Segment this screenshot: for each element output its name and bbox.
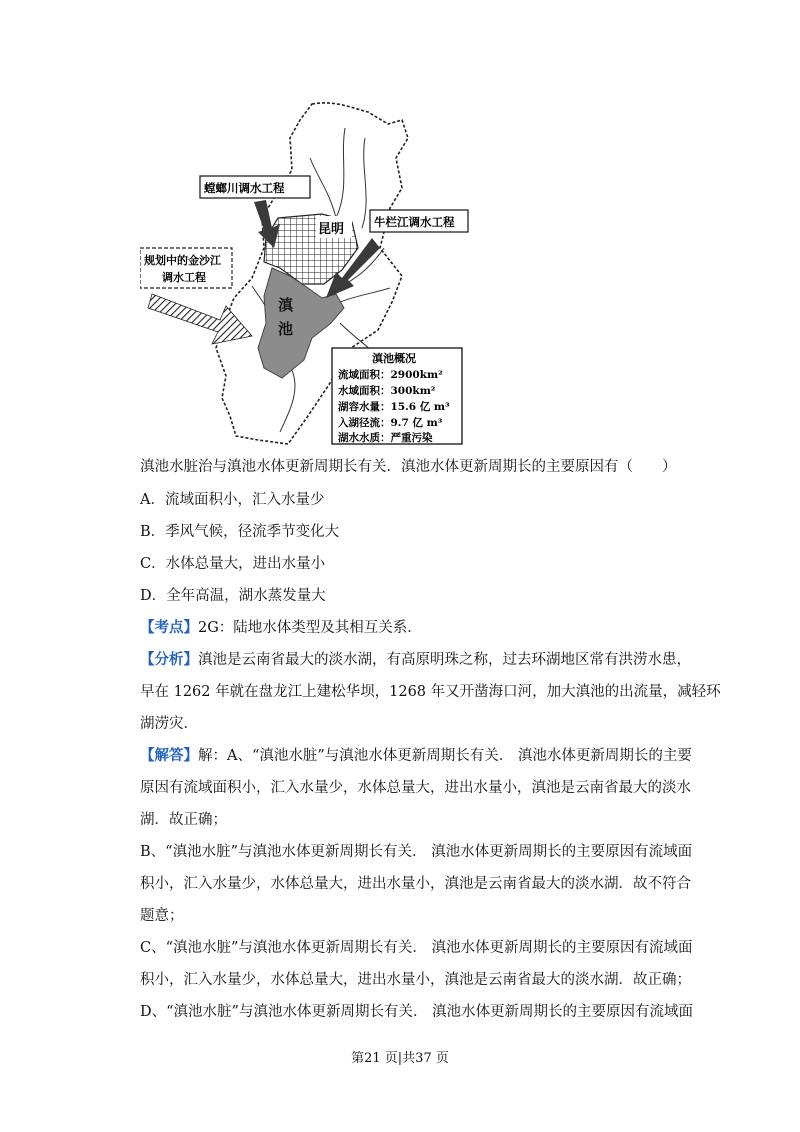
option-b: B．季风气候，径流季节变化大 (140, 524, 340, 540)
option-a: A．流域面积小，汇入水量少 (140, 492, 325, 508)
kunming-label: 昆明 (318, 222, 345, 237)
kaodian-line (140, 618, 700, 638)
jieda-line: 积小，汇入水量少，水体总量大，进出水量小，滇池是云南省最大的淡水湖．故正确； (140, 972, 691, 988)
jieda-line: 积小，汇入水量少，水体总量大，进出水量小，滇池是云南省最大的淡水湖．故不符合 (140, 876, 691, 892)
option-d: D．全年高温，湖水蒸发量大 (140, 588, 326, 604)
jieda-line: B、“滇池水脏”与滇池水体更新周期长有关． 滇池水体更新周期长的主要原因有流域面 (140, 844, 693, 860)
overview-row: 流域面积：2900km² (338, 369, 443, 381)
kaodian-tag: 【考点】 (140, 619, 198, 636)
fenxi-line-3: 湖涝灾． (140, 716, 198, 732)
lake-label-1: 滇 (278, 296, 294, 314)
lake-label-2: 池 (278, 320, 294, 338)
jieda-line: C、“滇池水脏”与滇池水体更新周期长有关． 滇池水体更新周期长的主要原因有流域面 (140, 940, 693, 956)
project-plan-label-1: 规划中的金沙江 (144, 254, 221, 267)
jieda-line: 原因有流域面积小，汇入水量少，水体总量大，进出水量小，滇池是云南省最大的淡水 (140, 780, 691, 796)
jieda-text: 解：A、“滇池水脏”与滇池水体更新周期长有关． 滇池水体更新周期长的主要 (198, 748, 692, 764)
overview-row: 湖水水质：严重污染 (338, 432, 433, 444)
jieda-line-1 (140, 746, 700, 766)
project-west-label: 螳螂川调水工程 (204, 181, 285, 195)
jieda-line: 湖．故正确； (140, 812, 227, 828)
dianchi-lake (258, 268, 344, 378)
fenxi-line-1 (140, 650, 700, 670)
option-c: C．水体总量大，进出水量小 (140, 556, 326, 572)
jieda-line: D、“滇池水脏”与滇池水体更新周期长有关． 滇池水体更新周期长的主要原因有流域面 (140, 1004, 694, 1020)
fenxi-line-2: 早在 1262 年就在盘龙江上建松华坝，1268 年又开凿海口河，加大滇池的出流量，减轻环 (140, 684, 721, 700)
arrow-planned (148, 294, 252, 344)
overview-row: 入湖径流：9.7 亿 m³ (338, 417, 443, 429)
project-east-label: 牛栏江调水工程 (374, 215, 455, 229)
overview-box (332, 348, 462, 444)
overview-row: 水域面积：300km² (338, 385, 436, 397)
page-footer: 第21 页|共37 页 (351, 1051, 449, 1066)
overview-row: 湖容水量：15.6 亿 m³ (338, 401, 450, 413)
kaodian-text: 2G：陆地水体类型及其相互关系． (198, 620, 422, 636)
jieda-tag: 【解答】 (140, 747, 198, 764)
question-text: 滇池水脏治与滇池水体更新周期长有关．滇池水体更新周期长的主要原因有（ ） (140, 459, 677, 475)
overview-title: 滇池概况 (372, 352, 416, 365)
project-plan-label-2: 调水工程 (162, 271, 206, 284)
jieda-line: 题意； (140, 908, 184, 924)
dianchi-map (140, 98, 470, 450)
fenxi-text: 滇池是云南省最大的淡水湖，有高原明珠之称，过去环湖地区常有洪涝水患， (198, 652, 691, 668)
fenxi-tag: 【分析】 (140, 651, 198, 668)
